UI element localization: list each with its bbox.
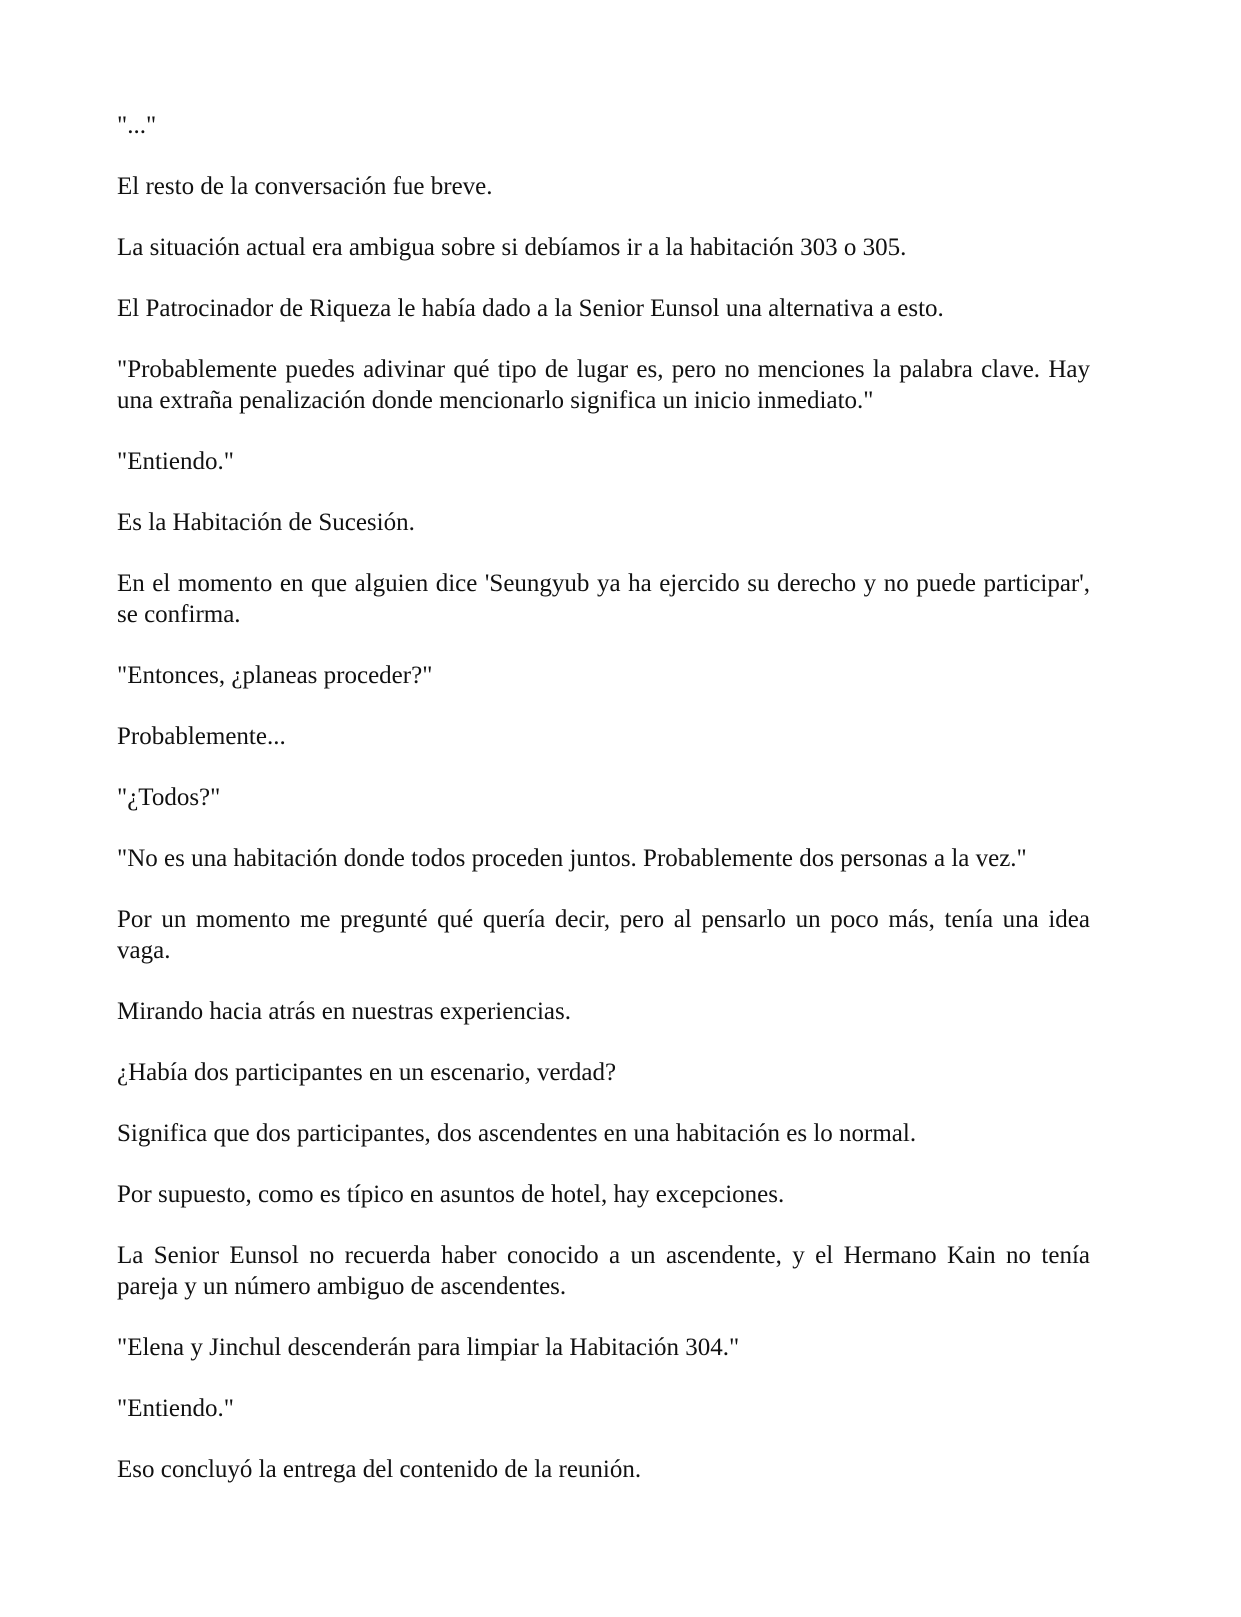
paragraph: "Entiendo." [117,1395,234,1422]
paragraph: "Elena y Jinchul descenderán para limpiar la Habitación 304." [117,1334,740,1361]
paragraph: "Entonces, ¿planeas proceder?" [117,662,433,689]
paragraph: Significa que dos participantes, dos ascendentes en una habitación es lo normal. [117,1120,917,1147]
paragraph: Probablemente... [117,723,286,750]
paragraph: "¿Todos?" [117,784,221,811]
paragraph: "No es una habitación donde todos proceden juntos. Probablemente dos personas a la vez." [117,845,1027,872]
paragraph: "Entiendo." [117,448,234,475]
paragraph: El resto de la conversación fue breve. [117,173,493,200]
paragraph: Mirando hacia atrás en nuestras experiencias. [117,998,571,1025]
paragraph: En el momento en que alguien dice 'Seungyub ya ha ejercido su derecho y no puede participar', se confirma. [117,570,1090,628]
paragraph: Eso concluyó la entrega del contenido de la reunión. [117,1456,642,1483]
paragraph: ¿Había dos participantes en un escenario, verdad? [117,1059,617,1086]
paragraph: Por supuesto, como es típico en asuntos de hotel, hay excepciones. [117,1181,785,1208]
paragraph: El Patrocinador de Riqueza le había dado a la Senior Eunsol una alternativa a esto. [117,295,944,322]
paragraph: La Senior Eunsol no recuerda haber conocido a un ascendente, y el Hermano Kain no tenía pareja y un número ambiguo de ascendentes. [117,1242,1090,1300]
paragraph: Es la Habitación de Sucesión. [117,509,415,536]
paragraph: La situación actual era ambigua sobre si debíamos ir a la habitación 303 o 305. [117,234,907,261]
paragraph: "..." [117,112,157,139]
paragraph: Por un momento me pregunté qué quería decir, pero al pensarlo un poco más, tenía una idea vaga. [117,906,1090,964]
paragraph: "Probablemente puedes adivinar qué tipo de lugar es, pero no menciones la palabra clave. Hay una extraña penalización donde mencionarlo significa un inicio inmediato." [117,356,1090,414]
document-body [117,110,1090,1515]
